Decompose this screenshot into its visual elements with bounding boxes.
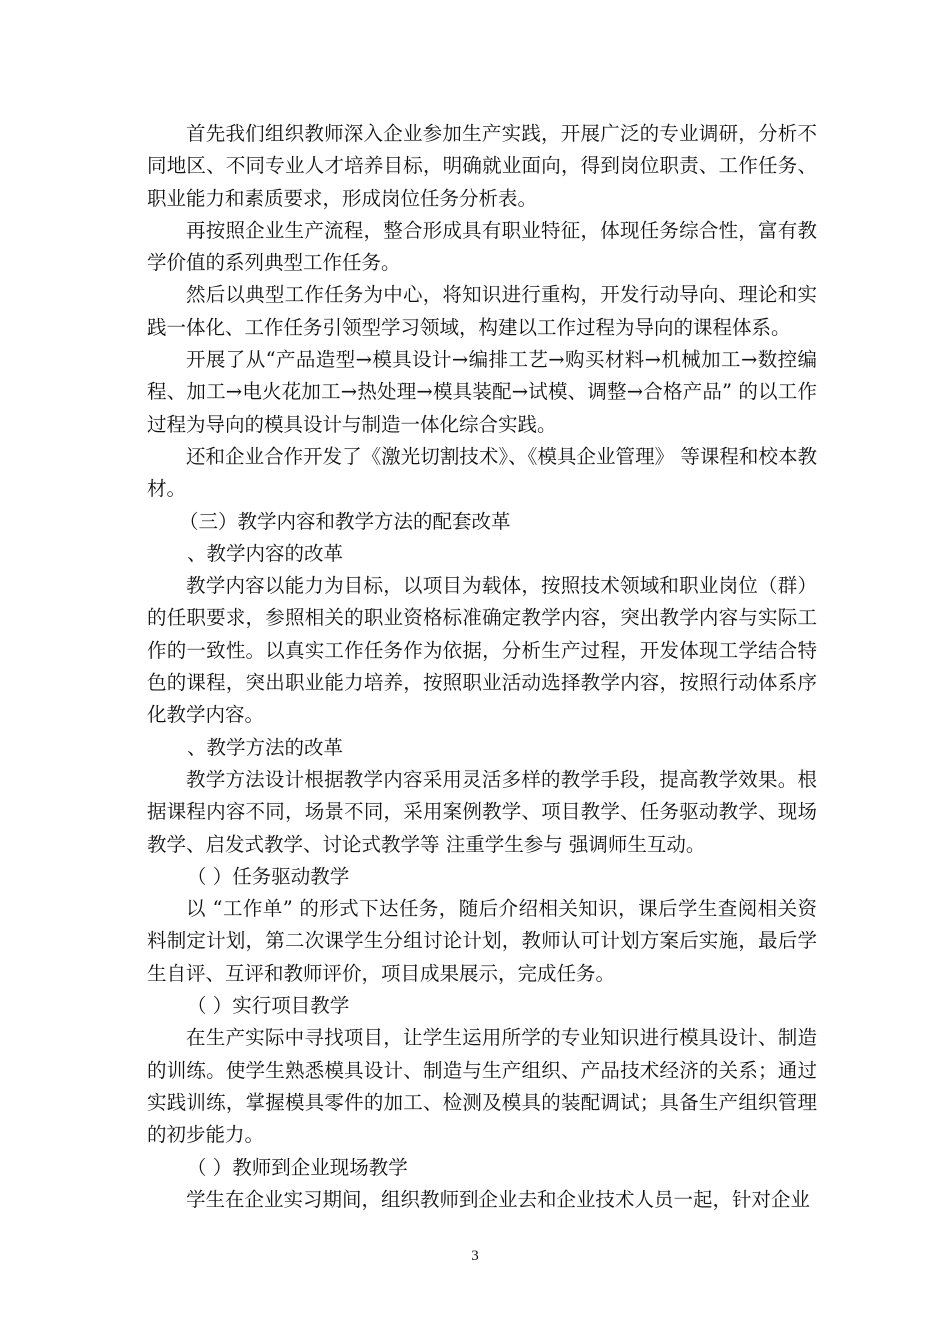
paragraph-onsite-teaching: 学生在企业实习期间，组织教师到企业去和企业技术人员一起，针对企业 [186,1187,811,1211]
item-heading-project-teaching: （ ）实行项目教学 [187,994,350,1018]
page-number: 3 [471,1248,479,1264]
subsection-heading-content-reform: 、教学内容的改革 [187,541,344,565]
section-heading: （三）教学内容和教学方法的配套改革 [179,509,511,533]
item-heading-task-driven: （ ）任务驱动教学 [187,864,350,888]
paragraph-typical-tasks: 再按照企业生产流程，整合形成具有职业特征，体现任务综合性，富有教学价值的系列典型工作任务。 [147,218,817,275]
document-body [147,118,817,1216]
paragraph-integrated-practice: 开展了从“产品造型→模具设计→编排工艺→购买材料→机械加工→数控编程、加工→电火花加工→热处理→模具装配→试模、调整→合格产品” 的以工作过程为导向的模具设计与制造一体化综合实践。 [147,348,817,436]
paragraph-content-reform: 教学内容以能力为目标，以项目为载体，按照技术领域和职业岗位（群）的任职要求，参照相关的职业资格标准确定教学内容，突出教学内容与实际工作的一致性。以真实工作任务作为依据，分析生产过程，开发体现工学结合特色的课程，突出职业能力培养，按照职业活动选择教学内容，按照行动体系序化教学内容。 [147,574,817,727]
item-heading-onsite-teaching: （ ）教师到企业现场教学 [187,1155,408,1179]
paragraph-task-driven: 以 “工作单” 的形式下达任务，随后介绍相关知识，课后学生查阅相关资料制定计划，第二次课学生分组讨论计划，教师认可计划方案后实施，最后学生自评、互评和教师评价，项目成果展示，完成任务。 [147,897,817,985]
paragraph-textbooks: 还和企业合作开发了《激光切割技术》、《模具企业管理》 等课程和校本教材。 [147,444,817,501]
subsection-heading-method-reform: 、教学方法的改革 [187,735,344,759]
paragraph-project-teaching: 在生产实际中寻找项目，让学生运用所学的专业知识进行模具设计、制造的训练。使学生熟悉模具设计、制造与生产组织、产品技术经济的关系；通过实践训练，掌握模具零件的加工、检测及模具的装配调试；具备生产组织管理的初步能力。 [147,1026,817,1147]
paragraph-enterprise-research: 首先我们组织教师深入企业参加生产实践，开展广泛的专业调研，分析不同地区、不同专业人才培养目标，明确就业面向，得到岗位职责、工作任务、职业能力和素质要求，形成岗位任务分析表。 [147,122,817,210]
paragraph-curriculum-system: 然后以典型工作任务为中心，将知识进行重构，开发行动导向、理论和实践一体化、工作任务引领型学习领域，构建以工作过程为导向的课程体系。 [147,283,817,339]
paragraph-method-reform: 教学方法设计根据教学内容采用灵活多样的教学手段，提高教学效果。根据课程内容不同，场景不同，采用案例教学、项目教学、任务驱动教学、现场教学、启发式教学、讨论式教学等 注重学生参与 强调师生互动。 [147,767,817,856]
